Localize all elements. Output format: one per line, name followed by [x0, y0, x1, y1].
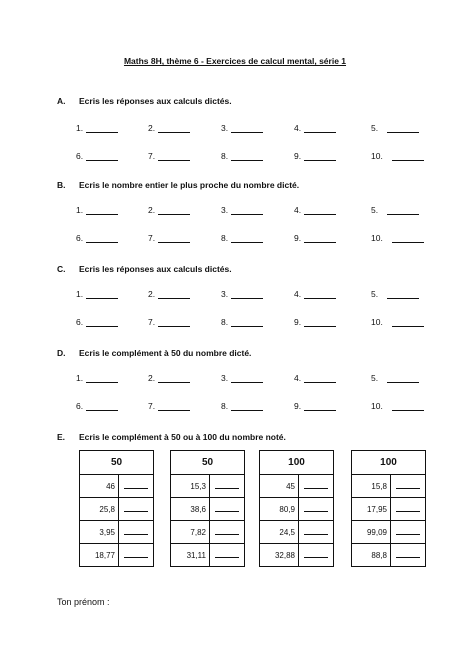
answer-blank[interactable]	[86, 233, 118, 243]
complement-table	[79, 450, 154, 567]
answer-item	[294, 317, 336, 327]
answer-blank[interactable]	[392, 317, 424, 327]
answer-blank[interactable]	[158, 317, 190, 327]
given-number: 99,09	[352, 521, 391, 544]
table-row	[80, 475, 154, 498]
answer-blank[interactable]	[304, 317, 336, 327]
section-c-header	[57, 264, 232, 274]
answer-row	[0, 151, 470, 163]
table-row	[352, 544, 426, 567]
item-number: 1.	[76, 373, 84, 383]
answer-item	[221, 151, 263, 161]
section-a-header	[57, 96, 232, 106]
answer-item	[294, 123, 336, 133]
section-letter: C.	[57, 264, 66, 274]
answer-blank[interactable]	[392, 233, 424, 243]
item-number: 6.	[76, 401, 84, 411]
given-number: 24,5	[260, 521, 299, 544]
table-row	[171, 521, 245, 544]
answer-blank	[396, 488, 420, 489]
answer-blank	[124, 488, 148, 489]
item-number: 4.	[294, 123, 302, 133]
answer-blank[interactable]	[158, 401, 190, 411]
answer-item	[148, 123, 190, 133]
answer-blank[interactable]	[231, 289, 263, 299]
answer-cell[interactable]	[299, 498, 334, 521]
given-number: 17,95	[352, 498, 391, 521]
answer-cell[interactable]	[210, 475, 245, 498]
answer-blank	[124, 557, 148, 558]
answer-row	[0, 373, 470, 385]
answer-blank[interactable]	[86, 205, 118, 215]
complement-table	[351, 450, 426, 567]
answer-cell[interactable]	[391, 544, 426, 567]
answer-blank[interactable]	[387, 373, 419, 383]
item-number: 5.	[371, 123, 379, 133]
answer-item	[294, 151, 336, 161]
answer-cell[interactable]	[119, 521, 154, 544]
table-header: 50	[80, 451, 154, 475]
item-number: 8.	[221, 233, 229, 243]
answer-row	[0, 233, 470, 245]
item-number: 6.	[76, 233, 84, 243]
answer-blank	[215, 534, 239, 535]
answer-blank[interactable]	[158, 151, 190, 161]
name-label: Ton prénom :	[57, 597, 110, 607]
item-number: 10.	[371, 401, 383, 411]
given-number: 32,88	[260, 544, 299, 567]
answer-item	[148, 151, 190, 161]
item-number: 9.	[294, 401, 302, 411]
item-number: 8.	[221, 401, 229, 411]
answer-blank	[396, 534, 420, 535]
answer-blank[interactable]	[231, 233, 263, 243]
answer-item	[148, 317, 190, 327]
answer-blank[interactable]	[304, 373, 336, 383]
given-number: 46	[80, 475, 119, 498]
answer-blank	[304, 534, 328, 535]
item-number: 9.	[294, 317, 302, 327]
answer-row	[0, 317, 470, 329]
answer-cell[interactable]	[299, 521, 334, 544]
answer-blank	[215, 488, 239, 489]
answer-cell[interactable]	[210, 544, 245, 567]
given-number: 38,6	[171, 498, 210, 521]
answer-blank[interactable]	[304, 151, 336, 161]
answer-blank[interactable]	[304, 289, 336, 299]
item-number: 2.	[148, 373, 156, 383]
given-number: 25,8	[80, 498, 119, 521]
answer-item	[371, 401, 424, 411]
item-number: 5.	[371, 205, 379, 215]
table-header: 100	[260, 451, 334, 475]
answer-blank	[304, 511, 328, 512]
worksheet-title: Maths 8H, thème 6 - Exercices de calcul mental, série 1	[123, 56, 347, 66]
section-instruction: Ecris le complément à 50 du nombre dicté.	[79, 348, 252, 358]
answer-item	[221, 123, 263, 133]
answer-blank	[124, 534, 148, 535]
item-number: 6.	[76, 151, 84, 161]
table-row	[260, 498, 334, 521]
section-instruction: Ecris les réponses aux calculs dictés.	[79, 264, 232, 274]
answer-blank	[124, 511, 148, 512]
answer-row	[0, 401, 470, 413]
answer-item	[148, 289, 190, 299]
answer-item	[76, 373, 118, 383]
given-number: 31,11	[171, 544, 210, 567]
answer-item	[371, 205, 419, 215]
section-letter: B.	[57, 180, 66, 190]
answer-item	[221, 373, 263, 383]
section-d-header	[57, 348, 251, 358]
answer-item	[294, 233, 336, 243]
section-instruction: Ecris le complément à 50 ou à 100 du nombre noté.	[79, 432, 286, 442]
answer-cell[interactable]	[391, 475, 426, 498]
table-row	[80, 544, 154, 567]
table-row	[171, 475, 245, 498]
answer-item	[221, 289, 263, 299]
answer-item	[371, 123, 419, 133]
complement-table	[170, 450, 245, 567]
answer-item	[294, 401, 336, 411]
answer-cell[interactable]	[119, 498, 154, 521]
item-number: 7.	[148, 401, 156, 411]
answer-blank[interactable]	[392, 151, 424, 161]
answer-item	[371, 289, 419, 299]
answer-blank[interactable]	[158, 373, 190, 383]
table-row	[352, 521, 426, 544]
table-row	[260, 544, 334, 567]
section-letter: A.	[57, 96, 66, 106]
answer-blank[interactable]	[86, 401, 118, 411]
answer-row	[0, 123, 470, 135]
answer-blank[interactable]	[86, 151, 118, 161]
given-number: 7,82	[171, 521, 210, 544]
answer-blank[interactable]	[231, 205, 263, 215]
answer-item	[76, 151, 118, 161]
answer-item	[221, 233, 263, 243]
item-number: 2.	[148, 123, 156, 133]
section-instruction: Ecris les réponses aux calculs dictés.	[79, 96, 232, 106]
given-number: 3,95	[80, 521, 119, 544]
given-number: 45	[260, 475, 299, 498]
answer-item	[371, 233, 424, 243]
given-number: 15,8	[352, 475, 391, 498]
answer-row	[0, 205, 470, 217]
answer-item	[371, 151, 424, 161]
answer-blank[interactable]	[392, 401, 424, 411]
answer-blank[interactable]	[231, 401, 263, 411]
answer-blank[interactable]	[86, 317, 118, 327]
answer-item	[76, 233, 118, 243]
answer-blank[interactable]	[304, 401, 336, 411]
answer-item	[148, 233, 190, 243]
answer-blank	[215, 511, 239, 512]
item-number: 3.	[221, 123, 229, 133]
item-number: 1.	[76, 205, 84, 215]
answer-item	[76, 401, 118, 411]
answer-blank[interactable]	[231, 373, 263, 383]
item-number: 6.	[76, 317, 84, 327]
item-number: 1.	[76, 123, 84, 133]
answer-blank[interactable]	[158, 289, 190, 299]
table-header: 50	[171, 451, 245, 475]
given-number: 18,77	[80, 544, 119, 567]
answer-item	[221, 317, 263, 327]
answer-cell[interactable]	[299, 475, 334, 498]
answer-blank[interactable]	[86, 123, 118, 133]
item-number: 7.	[148, 151, 156, 161]
answer-blank[interactable]	[304, 123, 336, 133]
table-row	[352, 498, 426, 521]
item-number: 8.	[221, 317, 229, 327]
section-instruction: Ecris le nombre entier le plus proche du nombre dicté.	[79, 180, 300, 190]
item-number: 2.	[148, 289, 156, 299]
answer-blank[interactable]	[231, 151, 263, 161]
answer-blank[interactable]	[387, 289, 419, 299]
answer-item	[294, 373, 336, 383]
answer-blank[interactable]	[304, 205, 336, 215]
answer-cell[interactable]	[391, 498, 426, 521]
answer-cell[interactable]	[210, 498, 245, 521]
item-number: 10.	[371, 317, 383, 327]
answer-blank[interactable]	[231, 123, 263, 133]
item-number: 3.	[221, 205, 229, 215]
answer-blank	[304, 557, 328, 558]
complement-table	[259, 450, 334, 567]
item-number: 8.	[221, 151, 229, 161]
section-letter: D.	[57, 348, 66, 358]
answer-item	[148, 373, 190, 383]
table-row	[80, 498, 154, 521]
answer-cell[interactable]	[299, 544, 334, 567]
answer-item	[294, 289, 336, 299]
table-row	[260, 475, 334, 498]
section-b-header	[57, 180, 299, 190]
item-number: 1.	[76, 289, 84, 299]
answer-blank[interactable]	[387, 205, 419, 215]
answer-item	[148, 205, 190, 215]
answer-blank	[304, 488, 328, 489]
item-number: 4.	[294, 373, 302, 383]
item-number: 5.	[371, 289, 379, 299]
given-number: 88,8	[352, 544, 391, 567]
answer-item	[148, 401, 190, 411]
item-number: 7.	[148, 317, 156, 327]
answer-blank	[396, 511, 420, 512]
answer-blank[interactable]	[158, 233, 190, 243]
table-header: 100	[352, 451, 426, 475]
table-row	[80, 521, 154, 544]
table-row	[171, 498, 245, 521]
answer-item	[294, 205, 336, 215]
answer-item	[371, 373, 419, 383]
answer-cell[interactable]	[119, 544, 154, 567]
answer-item	[76, 123, 118, 133]
section-e-header	[57, 432, 286, 442]
answer-blank[interactable]	[304, 233, 336, 243]
item-number: 3.	[221, 289, 229, 299]
answer-item	[76, 289, 118, 299]
item-number: 7.	[148, 233, 156, 243]
answer-cell[interactable]	[119, 475, 154, 498]
section-letter: E.	[57, 432, 66, 442]
answer-blank[interactable]	[158, 123, 190, 133]
answer-blank[interactable]	[387, 123, 419, 133]
item-number: 10.	[371, 151, 383, 161]
answer-item	[76, 205, 118, 215]
item-number: 2.	[148, 205, 156, 215]
given-number: 80,9	[260, 498, 299, 521]
answer-item	[221, 401, 263, 411]
item-number: 9.	[294, 233, 302, 243]
table-row	[260, 521, 334, 544]
item-number: 9.	[294, 151, 302, 161]
answer-row	[0, 289, 470, 301]
given-number: 15,3	[171, 475, 210, 498]
answer-blank	[215, 557, 239, 558]
answer-blank[interactable]	[158, 205, 190, 215]
item-number: 3.	[221, 373, 229, 383]
item-number: 4.	[294, 289, 302, 299]
item-number: 10.	[371, 233, 383, 243]
answer-blank[interactable]	[86, 289, 118, 299]
answer-blank[interactable]	[231, 317, 263, 327]
answer-item	[76, 317, 118, 327]
answer-item	[221, 205, 263, 215]
table-row	[171, 544, 245, 567]
answer-cell[interactable]	[391, 521, 426, 544]
answer-item	[371, 317, 424, 327]
answer-blank	[396, 557, 420, 558]
item-number: 4.	[294, 205, 302, 215]
table-row	[352, 475, 426, 498]
answer-cell[interactable]	[210, 521, 245, 544]
answer-blank[interactable]	[86, 373, 118, 383]
item-number: 5.	[371, 373, 379, 383]
